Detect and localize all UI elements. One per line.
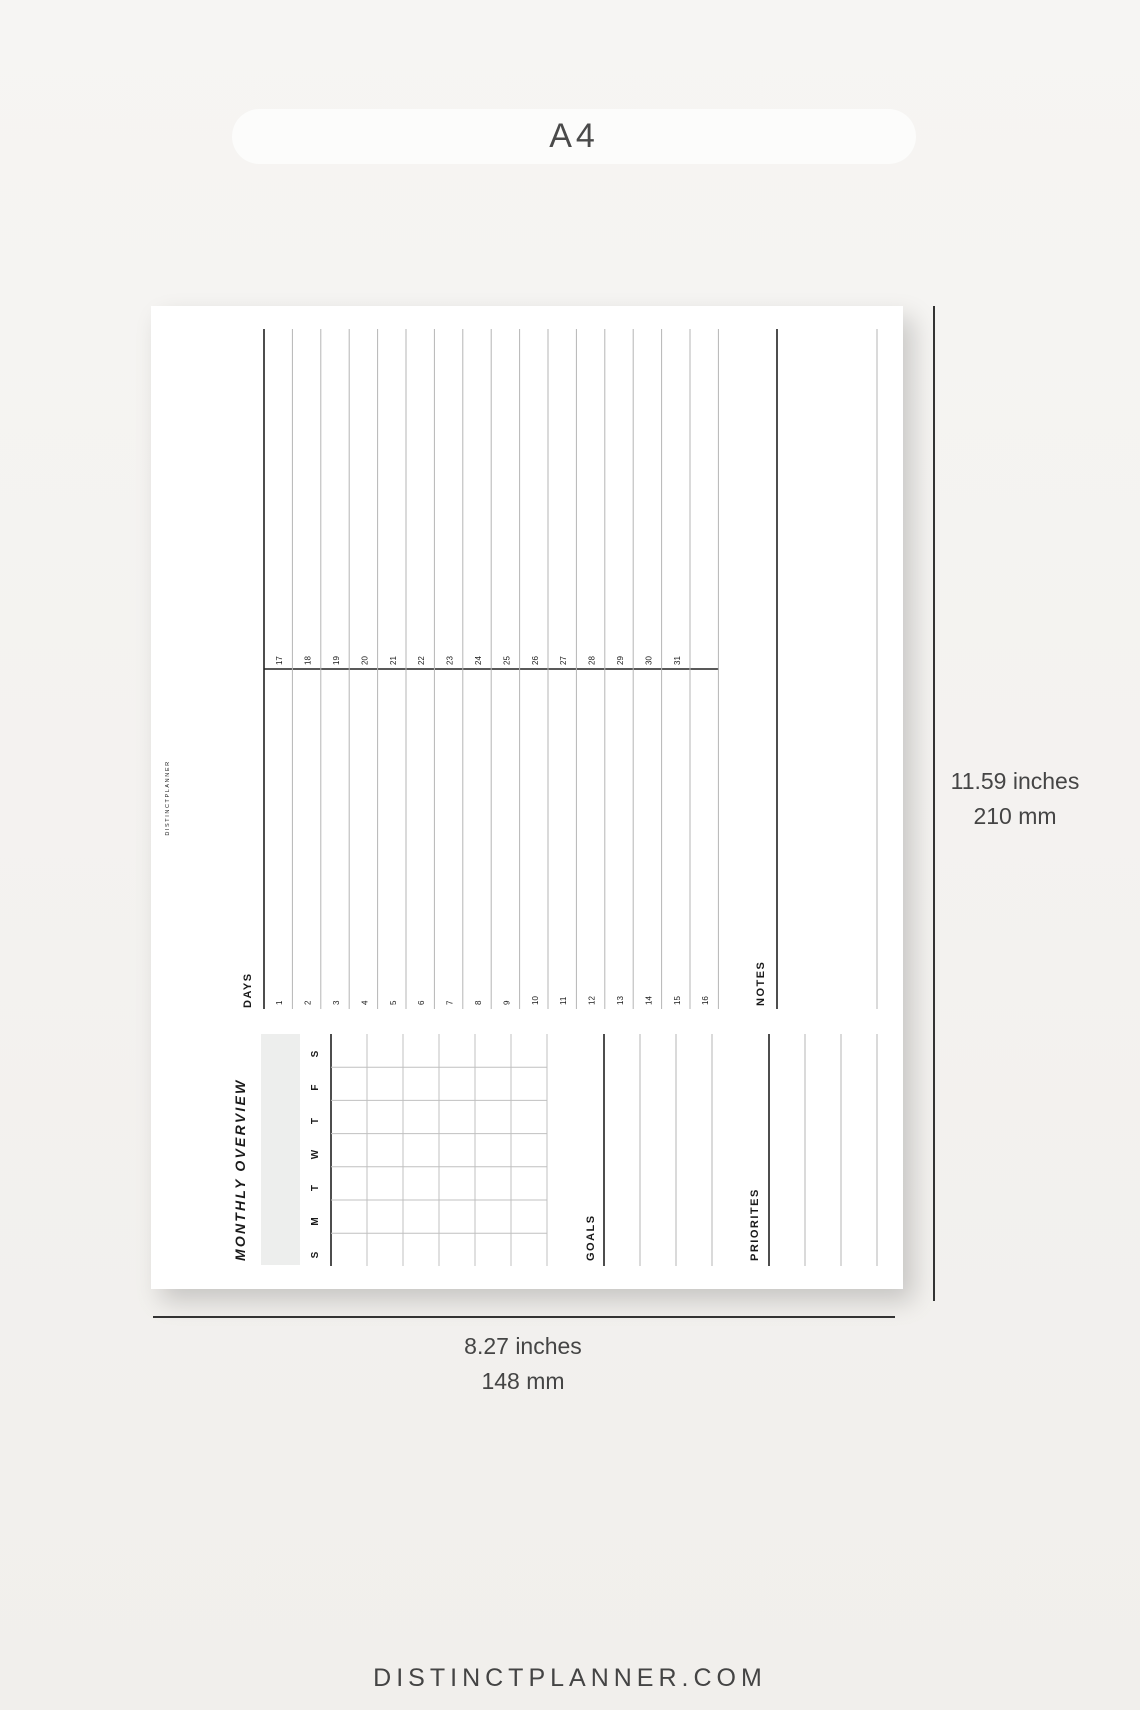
day-number: 15: [672, 996, 682, 1005]
day-number: 31: [672, 656, 682, 665]
weekday-label: T: [310, 1184, 321, 1192]
calendar-grid: [331, 1034, 547, 1266]
weekday-label: T: [310, 1117, 321, 1125]
day-number: 22: [417, 656, 427, 665]
days-label: DAYS: [242, 972, 254, 1008]
day-number: 9: [502, 1000, 512, 1005]
day-number: 8: [474, 1000, 483, 1005]
weekday-label: S: [310, 1251, 321, 1259]
height-mm: 210 mm: [973, 803, 1057, 829]
days-grid: [264, 329, 719, 1009]
day-number: 17: [275, 656, 285, 665]
size-label: A4: [232, 109, 916, 164]
day-number: 21: [388, 656, 398, 665]
day-number: 25: [502, 656, 512, 665]
day-number: 14: [644, 996, 654, 1005]
notes-label: NOTES: [755, 960, 767, 1006]
day-number: 23: [445, 656, 455, 665]
weekday-label: S: [310, 1050, 321, 1058]
height-inches: 11.59 inches: [950, 768, 1080, 794]
day-number: 6: [417, 1000, 427, 1005]
height-dimension-label: [940, 764, 1090, 834]
day-number: 27: [559, 656, 569, 665]
day-number: 10: [530, 996, 540, 1005]
day-number: 26: [530, 656, 540, 665]
day-number: 29: [616, 656, 625, 665]
width-mm: 148 mm: [481, 1368, 565, 1394]
goals-lines: [604, 1034, 712, 1266]
day-number: 28: [587, 656, 597, 665]
day-number: 24: [474, 656, 483, 665]
day-number: 5: [388, 1000, 398, 1005]
footer-website: DISTINCTPLANNER.COM: [373, 1664, 767, 1692]
day-number: 12: [587, 996, 597, 1005]
priorities-label: PRIORITES: [749, 1188, 761, 1261]
notes-area: [777, 329, 877, 1009]
day-number: 3: [332, 1000, 341, 1005]
day-number: 16: [701, 996, 711, 1005]
weekday-label: M: [310, 1217, 321, 1226]
height-dimension-line: [933, 306, 935, 1301]
planner-brand: DISTINCTPLANNER: [165, 760, 171, 836]
day-number: 30: [644, 656, 654, 665]
day-number: 7: [445, 1000, 455, 1005]
day-number: 1: [275, 1000, 285, 1005]
width-dimension-label: [423, 1329, 623, 1399]
day-number: 13: [616, 996, 625, 1005]
day-number: 4: [360, 1000, 370, 1005]
day-number: 20: [360, 656, 370, 665]
month-name-box: [261, 1034, 300, 1265]
width-dimension-line: [153, 1316, 895, 1318]
planner-layout: [151, 306, 903, 1289]
priorities-lines: [769, 1034, 877, 1266]
day-number: 18: [303, 656, 313, 665]
weekday-labels: [310, 1050, 321, 1258]
weekday-label: W: [310, 1149, 321, 1160]
goals-label: GOALS: [585, 1214, 597, 1261]
day-number: 19: [332, 656, 341, 665]
planner-sheet: [151, 306, 903, 1289]
monthly-overview-title: MONTHLY OVERVIEW: [232, 1078, 248, 1261]
width-inches: 8.27 inches: [464, 1333, 582, 1359]
day-number: 2: [303, 1000, 313, 1005]
weekday-label: F: [310, 1084, 321, 1091]
day-number: 11: [559, 996, 569, 1005]
